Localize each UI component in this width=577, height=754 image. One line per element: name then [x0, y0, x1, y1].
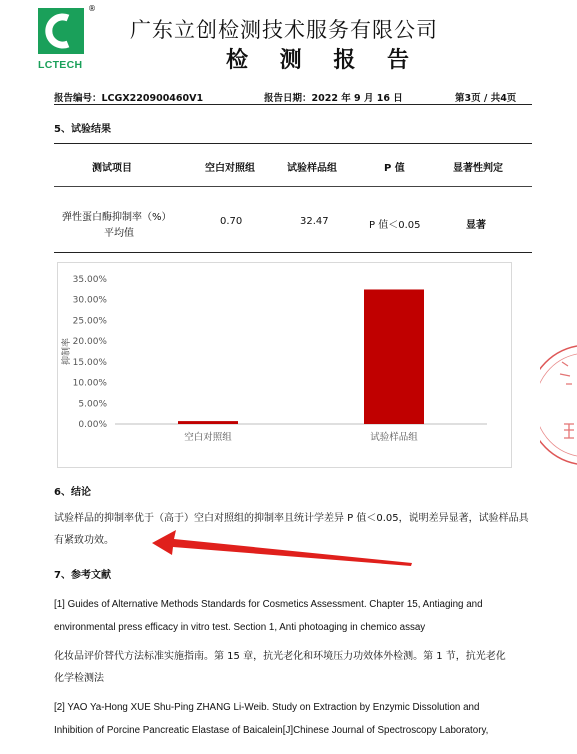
registered-mark: ® [88, 4, 96, 13]
reference-1-line-2: environmental press efficacy in vitro test. Section 1, Anti photoaging in chemico assay [54, 622, 426, 633]
conclusion-text: 试验样品的抑制率优于（高于）空白对照组的抑制率且统计学差异 P 值＜0.05，说明差异显著，试验样品具有紧致功效。 [54, 513, 529, 546]
table-cell-item-line1: 弹性蛋白酶抑制率（%） [62, 212, 172, 223]
logo-mark-icon [38, 8, 92, 62]
reference-1-cn-line-1: 化妆品评价替代方法标准实施指南。第 15 章，抗光老化和环境压力功效体外检测。第 1 节，抗光老化 [54, 651, 506, 662]
partial-seal-stamp-icon [540, 340, 577, 470]
section-7-heading: 7、参考文献 [54, 570, 111, 581]
section-5-heading: 5、试验结果 [54, 124, 111, 135]
table-cell-item-line2: 平均值 [104, 228, 134, 239]
table-bottom-border [54, 252, 532, 253]
table-header-item: 测试项目 [92, 163, 132, 174]
table-cell-p-value: P 值＜0.05 [369, 220, 421, 231]
y-tick-label: 25.00% [72, 316, 107, 327]
company-name: 广东立创检测技术服务有限公司 [130, 18, 438, 42]
section-6-heading: 6、结论 [54, 487, 91, 498]
page-info: 第3页 / 共4页 [455, 93, 517, 104]
y-tick-label: 30.00% [72, 295, 107, 306]
y-tick-label: 5.00% [78, 399, 107, 410]
y-tick-label: 10.00% [72, 378, 107, 389]
company-logo [38, 8, 92, 62]
table-cell-sample: 32.47 [300, 216, 329, 227]
table-top-border [54, 143, 532, 144]
reference-1-cn-line-2: 化学检测法 [54, 673, 104, 684]
y-tick-label: 15.00% [72, 357, 107, 368]
y-tick-label: 35.00% [72, 275, 107, 285]
y-tick-label: 0.00% [78, 420, 107, 430]
inhibition-bar-chart [57, 262, 512, 468]
bar-blank-control [178, 421, 238, 424]
table-header-blank: 空白对照组 [205, 163, 255, 174]
table-header-divider [54, 186, 532, 187]
bar-test-sample [364, 289, 424, 424]
table-cell-blank: 0.70 [220, 216, 243, 227]
table-header-significance: 显著性判定 [453, 163, 503, 174]
y-axis-label: 抑制率 [62, 337, 72, 366]
report-date: 报告日期：2022 年 9 月 16 日 [264, 93, 403, 104]
table-cell-significance: 显著 [466, 220, 486, 231]
reference-1-line-1: [1] Guides of Alternative Methods Standards for Cosmetics Assessment. Chapter 15, Antiaging and [54, 599, 483, 610]
header-divider [54, 104, 532, 105]
report-number: 报告编号：LCGX220900460V1 [54, 93, 204, 104]
x-tick-label: 试验样品组 [370, 432, 418, 443]
table-header-sample: 试验样品组 [287, 163, 337, 174]
report-title: 检 测 报 告 [226, 47, 421, 73]
reference-2-line-1: [2] YAO Ya-Hong XUE Shu-Ping ZHANG Li-Weib. Study on Extraction by Enzymic Dissolution and [54, 702, 480, 713]
table-header-p-value: P 值 [384, 163, 405, 174]
logo-text: LCTECH [38, 59, 83, 71]
reference-2-line-2: Inhibition of Porcine Pancreatic Elastase of Baicalein[J]Chinese Journal of Spectroscopy Laboratory, [54, 725, 489, 736]
y-tick-label: 20.00% [72, 337, 107, 348]
x-tick-label: 空白对照组 [184, 432, 232, 443]
